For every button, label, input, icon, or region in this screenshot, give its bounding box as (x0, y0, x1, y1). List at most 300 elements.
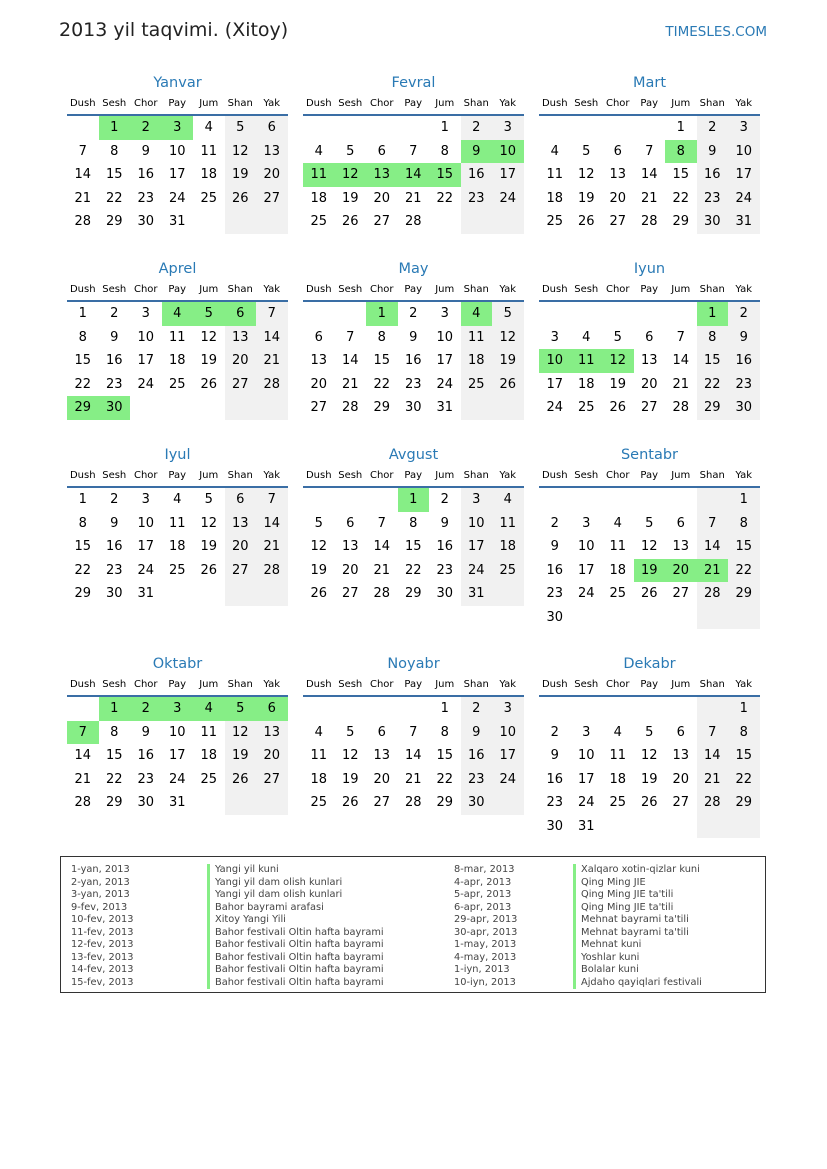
day-cell: 12 (335, 163, 367, 187)
day-cell: 14 (398, 163, 430, 187)
day-cell: 28 (404, 795, 422, 810)
empty-day-cell (303, 116, 335, 140)
day-cell: 22 (728, 559, 760, 583)
day-cell: 7 (409, 143, 418, 159)
empty-day-cell (303, 697, 335, 721)
day-cell: 19 (200, 353, 218, 368)
day-cell: 10 (137, 515, 155, 531)
day-cell: 28 (672, 400, 690, 415)
month-name: Iyul (164, 447, 191, 463)
weekday-label: Shan (227, 470, 253, 481)
day-cell: 24 (168, 771, 186, 787)
day-cell: 20 (310, 376, 328, 392)
weekday-header (67, 94, 288, 116)
legend-holiday-name: Yangi yil kuni (207, 864, 384, 877)
day-cell: 14 (404, 748, 422, 763)
empty-day-cell (366, 697, 398, 721)
empty-day-cell (571, 697, 603, 721)
day-cell: 15 (728, 535, 760, 559)
day-cell: 9 (461, 140, 493, 164)
day-cell: 1 (440, 120, 449, 135)
month-fevral (303, 72, 524, 234)
day-cell: 8 (110, 143, 119, 159)
day-cell: 23 (728, 373, 760, 397)
weekday-label: Sesh (102, 470, 127, 481)
day-cell: 4 (314, 143, 323, 159)
day-cell: 30 (728, 396, 760, 420)
day-cell: 17 (492, 163, 524, 187)
day-cell: 9 (110, 515, 119, 531)
page-title: 2013 yil taqvimi. (Xitoy) (59, 19, 289, 41)
empty-day-cell (728, 815, 760, 839)
legend-holiday-date: 15-fev, 2013 (71, 976, 134, 988)
day-cell: 26 (310, 586, 328, 601)
legend-holiday-date: 1-iyn, 2013 (454, 964, 510, 975)
empty-day-cell (697, 488, 729, 512)
day-cell: 28 (74, 795, 92, 810)
day-cell: 14 (74, 748, 92, 763)
weekday-label: Yak (263, 98, 281, 109)
weekday-label: Sesh (338, 284, 363, 295)
month-iyul (67, 444, 288, 606)
weekday-label: Yak (263, 284, 281, 295)
weekday-label: Sesh (574, 284, 599, 295)
empty-day-cell (602, 116, 634, 140)
day-cell: 6 (256, 116, 288, 140)
day-cell: 9 (461, 721, 493, 745)
day-cell: 13 (366, 163, 398, 187)
empty-day-cell (398, 697, 430, 721)
weekday-label: Jum (199, 284, 219, 295)
day-cell: 5 (613, 329, 622, 345)
weekday-label: Shan (463, 284, 489, 295)
day-cell: 4 (162, 302, 194, 326)
month-yanvar (67, 72, 288, 234)
day-cell: 26 (200, 562, 218, 578)
day-cell: 2 (409, 306, 418, 321)
day-cell: 29 (728, 582, 760, 606)
empty-day-cell (130, 396, 162, 420)
weekday-label: Dush (541, 98, 568, 109)
legend-holiday-date: 10-iyn, 2013 (454, 976, 516, 988)
day-cell: 2 (550, 724, 559, 740)
day-cell: 17 (577, 562, 595, 578)
day-cell: 7 (346, 329, 355, 345)
day-cell: 16 (105, 353, 123, 368)
day-cell: 22 (373, 376, 391, 392)
day-cell: 22 (74, 562, 92, 578)
day-cell: 15 (74, 539, 92, 554)
legend-holiday-name: Yangi yil dam olish kunlari (207, 877, 384, 890)
day-cell: 30 (546, 818, 564, 834)
day-cell: 5 (204, 492, 213, 507)
day-cell: 11 (310, 748, 328, 763)
day-cell: 16 (546, 771, 564, 787)
day-cell: 26 (341, 795, 359, 810)
day-cell: 30 (404, 400, 422, 415)
empty-day-cell (602, 488, 634, 512)
weekday-label: Jum (435, 679, 455, 690)
weekday-label: Shan (227, 284, 253, 295)
day-cell: 20 (373, 771, 391, 787)
day-cell: 12 (225, 140, 257, 164)
weekday-label: Jum (435, 470, 455, 481)
day-cell: 18 (492, 535, 524, 559)
legend-holiday-date: 6-apr, 2013 (454, 901, 512, 913)
legend-holiday-name: Mehnat bayrami ta'tili (573, 914, 702, 927)
day-cell: 18 (461, 349, 493, 373)
day-grid (539, 302, 760, 420)
day-cell: 25 (546, 214, 564, 229)
day-grid (303, 697, 524, 815)
day-cell: 14 (373, 539, 391, 554)
day-cell: 12 (492, 326, 524, 350)
day-cell: 10 (577, 748, 595, 763)
day-cell: 21 (256, 349, 288, 373)
day-cell: 31 (436, 400, 454, 415)
empty-day-cell (602, 815, 634, 839)
day-cell: 31 (168, 214, 186, 229)
empty-day-cell (162, 582, 194, 606)
day-cell: 15 (105, 167, 123, 182)
day-cell: 11 (200, 724, 218, 740)
day-cell: 28 (74, 214, 92, 229)
weekday-label: Yak (263, 679, 281, 690)
day-cell: 11 (200, 143, 218, 159)
weekday-label: Chor (605, 284, 630, 295)
weekday-label: Shan (699, 470, 725, 481)
legend-holiday-name: Bahor festivali Oltin hafta bayrami (207, 939, 384, 952)
weekday-header (539, 466, 760, 488)
day-cell: 30 (697, 210, 729, 234)
weekday-label: Pay (640, 98, 659, 109)
day-grid (539, 488, 760, 629)
day-cell: 22 (672, 190, 690, 206)
weekday-label: Dush (305, 284, 332, 295)
day-cell: 13 (609, 167, 627, 182)
day-cell: 25 (310, 795, 328, 810)
day-cell: 21 (640, 190, 658, 206)
day-cell: 24 (577, 586, 595, 601)
day-cell: 23 (105, 376, 123, 392)
day-cell: 24 (546, 400, 564, 415)
weekday-label: Sesh (338, 470, 363, 481)
day-cell: 19 (640, 771, 658, 787)
empty-day-cell (492, 791, 524, 815)
day-cell: 13 (256, 721, 288, 745)
day-cell: 20 (225, 349, 257, 373)
day-cell: 3 (141, 492, 150, 507)
day-cell: 22 (105, 190, 123, 206)
day-cell: 26 (609, 400, 627, 415)
day-cell: 16 (546, 562, 564, 578)
day-cell: 15 (672, 167, 690, 182)
day-cell: 19 (225, 163, 257, 187)
day-cell: 5 (645, 515, 654, 531)
day-cell: 16 (697, 163, 729, 187)
weekday-label: Jum (199, 679, 219, 690)
day-cell: 31 (168, 795, 186, 810)
day-cell: 25 (461, 373, 493, 397)
day-cell: 28 (341, 400, 359, 415)
day-cell: 9 (550, 539, 559, 554)
day-cell: 14 (640, 167, 658, 182)
day-cell: 7 (697, 721, 729, 745)
legend-holiday-name: Mehnat kuni (573, 939, 702, 952)
day-cell: 11 (303, 163, 335, 187)
empty-day-cell (398, 116, 430, 140)
weekday-label: Yak (499, 679, 517, 690)
legend-right-dates (454, 864, 517, 989)
empty-day-cell (461, 396, 493, 420)
empty-day-cell (571, 116, 603, 140)
day-cell: 9 (728, 326, 760, 350)
weekday-label: Shan (463, 679, 489, 690)
day-cell: 10 (137, 329, 155, 345)
empty-day-cell (571, 606, 603, 630)
month-name: Mart (632, 75, 667, 91)
empty-day-cell (602, 697, 634, 721)
day-cell: 29 (67, 396, 99, 420)
brand-link[interactable]: TIMESLES.COM (665, 24, 767, 40)
day-cell: 8 (440, 724, 449, 740)
empty-day-cell (697, 815, 729, 839)
day-cell: 29 (74, 586, 92, 601)
day-cell: 17 (492, 744, 524, 768)
day-cell: 3 (492, 697, 524, 721)
empty-day-cell (303, 302, 335, 326)
day-cell: 8 (78, 515, 87, 531)
day-cell: 12 (341, 748, 359, 763)
empty-day-cell (461, 210, 493, 234)
weekday-label: Dush (69, 98, 96, 109)
empty-day-cell (665, 815, 697, 839)
day-cell: 18 (168, 353, 186, 368)
legend-holiday-name: Bahor festivali Oltin hafta bayrami (207, 927, 384, 940)
day-cell: 9 (550, 748, 559, 763)
legend-holiday-name: Bahor festivali Oltin hafta bayrami (207, 952, 384, 965)
empty-day-cell (697, 606, 729, 630)
weekday-label: Dush (541, 470, 568, 481)
legend-holiday-date: 4-may, 2013 (454, 951, 517, 963)
day-cell: 24 (168, 190, 186, 206)
day-cell: 29 (728, 791, 760, 815)
day-cell: 3 (492, 116, 524, 140)
day-cell: 2 (130, 116, 162, 140)
empty-day-cell (634, 606, 666, 630)
legend-holiday-date: 1-yan, 2013 (71, 864, 130, 875)
day-cell: 1 (99, 697, 131, 721)
day-cell: 15 (74, 353, 92, 368)
day-cell: 21 (341, 376, 359, 392)
legend-left-names (207, 864, 384, 989)
weekday-label: Dush (69, 679, 96, 690)
day-cell: 16 (137, 748, 155, 763)
day-cell: 21 (74, 190, 92, 206)
day-cell: 23 (697, 187, 729, 211)
empty-day-cell (225, 210, 257, 234)
day-grid (303, 116, 524, 234)
day-cell: 26 (640, 795, 658, 810)
day-cell: 28 (697, 791, 729, 815)
weekday-label: Shan (227, 98, 253, 109)
weekday-label: Yak (735, 98, 753, 109)
weekday-label: Sesh (102, 284, 127, 295)
weekday-label: Dush (305, 679, 332, 690)
day-cell: 2 (550, 515, 559, 531)
day-cell: 24 (461, 559, 493, 583)
weekday-label: Shan (463, 98, 489, 109)
day-cell: 19 (609, 376, 627, 392)
legend-holiday-date: 3-yan, 2013 (71, 889, 130, 900)
empty-day-cell (634, 815, 666, 839)
day-cell: 24 (492, 187, 524, 211)
day-cell: 13 (310, 353, 328, 368)
weekday-label: Sesh (574, 679, 599, 690)
day-cell: 4 (314, 724, 323, 740)
day-cell: 18 (609, 562, 627, 578)
weekday-header (539, 280, 760, 302)
day-cell: 29 (105, 214, 123, 229)
day-cell: 1 (78, 306, 87, 321)
weekday-header (303, 466, 524, 488)
day-cell: 23 (404, 376, 422, 392)
holiday-legend (60, 856, 766, 993)
month-sentabr (539, 444, 760, 629)
day-cell: 13 (640, 353, 658, 368)
day-cell: 11 (168, 329, 186, 345)
day-cell: 15 (697, 349, 729, 373)
day-cell: 2 (697, 116, 729, 140)
day-cell: 27 (310, 400, 328, 415)
day-cell: 30 (436, 586, 454, 601)
day-cell: 22 (105, 771, 123, 787)
weekday-label: Shan (699, 679, 725, 690)
weekday-label: Pay (168, 284, 187, 295)
day-cell: 11 (168, 515, 186, 531)
day-cell: 17 (168, 748, 186, 763)
legend-holiday-name: Bahor festivali Oltin hafta bayrami (207, 964, 384, 977)
empty-day-cell (634, 488, 666, 512)
legend-holiday-name: Qing Ming JIE ta'tili (573, 889, 702, 902)
day-cell: 11 (609, 539, 627, 554)
day-cell: 14 (672, 353, 690, 368)
day-cell: 6 (377, 143, 386, 159)
day-cell: 7 (377, 515, 386, 531)
day-cell: 27 (373, 214, 391, 229)
day-cell: 18 (546, 190, 564, 206)
weekday-label: Sesh (102, 679, 127, 690)
day-cell: 27 (609, 214, 627, 229)
day-cell: 1 (398, 488, 430, 512)
empty-day-cell (256, 791, 288, 815)
day-cell: 1 (440, 701, 449, 716)
empty-day-cell (335, 302, 367, 326)
day-cell: 15 (429, 163, 461, 187)
day-grid (303, 302, 524, 420)
day-cell: 12 (310, 539, 328, 554)
day-cell: 2 (728, 302, 760, 326)
day-cell: 1 (366, 302, 398, 326)
day-cell: 5 (314, 515, 323, 531)
month-noyabr (303, 653, 524, 815)
weekday-label: Jum (671, 98, 691, 109)
day-cell: 3 (728, 116, 760, 140)
day-cell: 24 (492, 768, 524, 792)
day-cell: 3 (162, 697, 194, 721)
day-cell: 16 (436, 539, 454, 554)
month-name: Oktabr (152, 656, 203, 672)
day-cell: 27 (225, 559, 257, 583)
day-cell: 26 (225, 187, 257, 211)
day-cell: 24 (137, 376, 155, 392)
day-cell: 4 (582, 329, 591, 345)
day-cell: 22 (728, 768, 760, 792)
day-cell: 3 (141, 306, 150, 321)
month-aprel (67, 258, 288, 420)
weekday-header (67, 280, 288, 302)
day-cell: 9 (409, 329, 418, 345)
day-cell: 30 (99, 396, 131, 420)
weekday-label: Yak (735, 470, 753, 481)
day-cell: 20 (640, 376, 658, 392)
weekday-label: Dush (69, 470, 96, 481)
day-cell: 17 (546, 376, 564, 392)
day-cell: 12 (640, 539, 658, 554)
day-cell: 22 (436, 190, 454, 206)
day-cell: 7 (697, 512, 729, 536)
day-cell: 27 (373, 795, 391, 810)
legend-holiday-date: 12-fev, 2013 (71, 939, 134, 950)
day-cell: 1 (99, 116, 131, 140)
weekday-label: Dush (69, 284, 96, 295)
empty-day-cell (602, 302, 634, 326)
day-cell: 24 (436, 376, 454, 392)
day-cell: 16 (137, 167, 155, 182)
day-cell: 19 (492, 349, 524, 373)
day-grid (67, 697, 288, 815)
weekday-header (539, 675, 760, 697)
day-cell: 4 (613, 515, 622, 531)
weekday-label: Chor (369, 98, 394, 109)
weekday-label: Chor (133, 679, 158, 690)
day-cell: 18 (310, 190, 328, 206)
weekday-label: Pay (404, 470, 423, 481)
day-cell: 29 (436, 795, 454, 810)
weekday-label: Jum (435, 98, 455, 109)
day-cell: 5 (582, 143, 591, 159)
weekday-header (303, 675, 524, 697)
day-cell: 10 (539, 349, 571, 373)
day-cell: 18 (310, 771, 328, 787)
empty-day-cell (193, 582, 225, 606)
empty-day-cell (539, 116, 571, 140)
day-cell: 22 (436, 771, 454, 787)
weekday-label: Jum (671, 679, 691, 690)
day-cell: 31 (577, 818, 595, 834)
day-cell: 13 (225, 326, 257, 350)
weekday-label: Pay (640, 470, 659, 481)
day-cell: 17 (577, 771, 595, 787)
legend-holiday-name: Ajdaho qayiqlari festivali (573, 977, 702, 990)
weekday-label: Chor (605, 679, 630, 690)
month-mart (539, 72, 760, 234)
day-cell: 11 (492, 512, 524, 536)
weekday-label: Chor (369, 470, 394, 481)
month-may (303, 258, 524, 420)
day-cell: 8 (110, 724, 119, 740)
day-cell: 3 (440, 306, 449, 321)
